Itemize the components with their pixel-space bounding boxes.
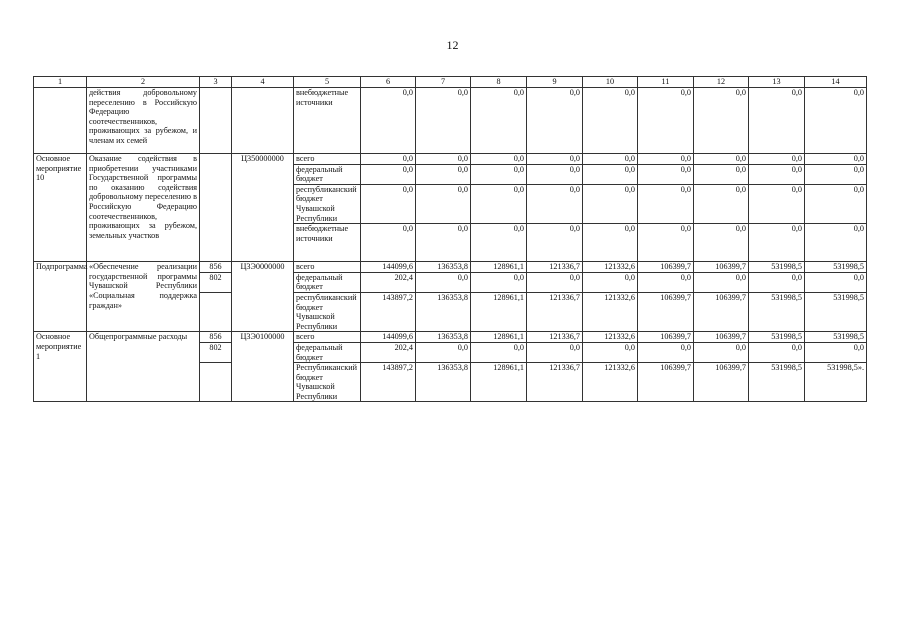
value-cell: 144099,6 bbox=[361, 262, 416, 273]
column-header: 12 bbox=[694, 77, 749, 88]
measure-name: действия добровольному переселению в Российскую Федерацию соотечественников, проживающих за рубежом, и членам их семей bbox=[87, 88, 200, 154]
funding-source: внебюджетные источники bbox=[294, 224, 361, 262]
value-cell: 128961,1 bbox=[471, 332, 527, 343]
value-cell: 121332,6 bbox=[583, 332, 638, 343]
value-cell: 143897,2 bbox=[361, 363, 416, 402]
value-cell: 121332,6 bbox=[583, 292, 638, 331]
grbs-code: 802 bbox=[200, 342, 232, 362]
column-header: 1 bbox=[34, 77, 87, 88]
value-cell: 0,0 bbox=[471, 272, 527, 292]
value-cell: 0,0 bbox=[749, 342, 805, 362]
value-cell: 0,0 bbox=[527, 154, 583, 165]
value-cell: 0,0 bbox=[527, 184, 583, 223]
value-cell: 0,0 bbox=[638, 272, 694, 292]
measure-name: Оказание содействия в приобретении участниками Государственной программы по оказанию содействия добровольному переселению в Российскую Федерацию соотечественников, проживающих за рубежом, земельных участков bbox=[87, 154, 200, 262]
value-cell: 121336,7 bbox=[527, 262, 583, 273]
value-cell: 0,0 bbox=[583, 88, 638, 154]
value-cell: 0,0 bbox=[805, 272, 867, 292]
target-code: Ц3Э0000000 bbox=[232, 262, 294, 332]
value-cell: 136353,8 bbox=[416, 363, 471, 402]
value-cell: 0,0 bbox=[749, 154, 805, 165]
value-cell: 106399,7 bbox=[694, 292, 749, 331]
status-cell: Основное мероприятие 10 bbox=[34, 154, 87, 262]
value-cell: 0,0 bbox=[694, 224, 749, 262]
value-cell: 0,0 bbox=[638, 164, 694, 184]
value-cell: 0,0 bbox=[416, 184, 471, 223]
funding-source: всего bbox=[294, 332, 361, 343]
value-cell: 106399,7 bbox=[694, 262, 749, 273]
value-cell: 0,0 bbox=[527, 88, 583, 154]
funding-source: внебюджетные источники bbox=[294, 88, 361, 154]
value-cell: 0,0 bbox=[361, 164, 416, 184]
value-cell: 202,4 bbox=[361, 272, 416, 292]
value-cell: 121336,7 bbox=[527, 332, 583, 343]
value-cell: 121336,7 bbox=[527, 292, 583, 331]
value-cell: 128961,1 bbox=[471, 292, 527, 331]
grbs-code bbox=[200, 88, 232, 154]
value-cell: 128961,1 bbox=[471, 363, 527, 402]
value-cell: 136353,8 bbox=[416, 262, 471, 273]
value-cell: 0,0 bbox=[638, 88, 694, 154]
header-row bbox=[34, 77, 867, 88]
value-cell: 0,0 bbox=[416, 88, 471, 154]
grbs-code bbox=[200, 292, 232, 331]
target-code: Ц3Э0100000 bbox=[232, 332, 294, 402]
column-header: 5 bbox=[294, 77, 361, 88]
funding-source: федеральный бюджет bbox=[294, 272, 361, 292]
column-header: 7 bbox=[416, 77, 471, 88]
status-cell bbox=[34, 88, 87, 154]
value-cell: 531998,5 bbox=[749, 262, 805, 273]
column-header: 10 bbox=[583, 77, 638, 88]
value-cell: 0,0 bbox=[361, 224, 416, 262]
funding-source: республиканский бюджет Чувашской Республики bbox=[294, 292, 361, 331]
value-cell: 0,0 bbox=[805, 154, 867, 165]
value-cell: 143897,2 bbox=[361, 292, 416, 331]
value-cell: 0,0 bbox=[638, 224, 694, 262]
funding-source: всего bbox=[294, 262, 361, 273]
value-cell: 106399,7 bbox=[638, 363, 694, 402]
column-header: 6 bbox=[361, 77, 416, 88]
value-cell: 106399,7 bbox=[694, 363, 749, 402]
funding-source: федеральный бюджет bbox=[294, 164, 361, 184]
value-cell: 0,0 bbox=[638, 154, 694, 165]
value-cell: 0,0 bbox=[583, 164, 638, 184]
value-cell: 0,0 bbox=[583, 154, 638, 165]
column-header: 11 bbox=[638, 77, 694, 88]
value-cell: 0,0 bbox=[583, 272, 638, 292]
table-row bbox=[34, 332, 867, 343]
value-cell: 0,0 bbox=[416, 164, 471, 184]
value-cell: 0,0 bbox=[583, 224, 638, 262]
value-cell: 0,0 bbox=[361, 154, 416, 165]
column-header: 2 bbox=[87, 77, 200, 88]
value-cell: 0,0 bbox=[638, 184, 694, 223]
table-row bbox=[34, 154, 867, 165]
value-cell: 0,0 bbox=[527, 272, 583, 292]
value-cell: 0,0 bbox=[471, 154, 527, 165]
column-header: 8 bbox=[471, 77, 527, 88]
funding-source: всего bbox=[294, 154, 361, 165]
value-cell: 121332,6 bbox=[583, 363, 638, 402]
status-cell: Основное мероприятие 1 bbox=[34, 332, 87, 402]
value-cell: 0,0 bbox=[527, 164, 583, 184]
value-cell: 0,0 bbox=[416, 154, 471, 165]
value-cell: 0,0 bbox=[583, 184, 638, 223]
value-cell: 0,0 bbox=[471, 164, 527, 184]
value-cell: 0,0 bbox=[749, 164, 805, 184]
funding-source: федеральный бюджет bbox=[294, 342, 361, 362]
value-cell: 531998,5 bbox=[749, 332, 805, 343]
value-cell: 0,0 bbox=[749, 88, 805, 154]
value-cell: 0,0 bbox=[361, 88, 416, 154]
value-cell: 0,0 bbox=[416, 224, 471, 262]
value-cell: 0,0 bbox=[749, 184, 805, 223]
value-cell: 0,0 bbox=[527, 224, 583, 262]
value-cell: 106399,7 bbox=[694, 332, 749, 343]
value-cell: 136353,8 bbox=[416, 292, 471, 331]
value-cell: 128961,1 bbox=[471, 262, 527, 273]
value-cell: 0,0 bbox=[527, 342, 583, 362]
value-cell: 121336,7 bbox=[527, 363, 583, 402]
column-header: 14 bbox=[805, 77, 867, 88]
value-cell: 0,0 bbox=[694, 184, 749, 223]
value-cell: 106399,7 bbox=[638, 332, 694, 343]
value-cell: 531998,5 bbox=[805, 332, 867, 343]
value-cell: 0,0 bbox=[638, 342, 694, 362]
value-cell: 531998,5 bbox=[805, 262, 867, 273]
target-code bbox=[232, 88, 294, 154]
value-cell: 0,0 bbox=[471, 342, 527, 362]
target-code: Ц350000000 bbox=[232, 154, 294, 262]
value-cell: 0,0 bbox=[583, 342, 638, 362]
value-cell: 0,0 bbox=[805, 342, 867, 362]
value-cell: 0,0 bbox=[361, 184, 416, 223]
grbs-code bbox=[200, 154, 232, 262]
grbs-code bbox=[200, 363, 232, 402]
value-cell: 202,4 bbox=[361, 342, 416, 362]
column-header: 3 bbox=[200, 77, 232, 88]
value-cell: 0,0 bbox=[805, 224, 867, 262]
value-cell: 0,0 bbox=[694, 88, 749, 154]
measure-name: Общепрограммные расходы bbox=[87, 332, 200, 402]
value-cell: 531998,5 bbox=[749, 292, 805, 331]
measure-name: «Обеспечение реализации государственной программы Чувашской Республики «Социальная поддержка граждан» bbox=[87, 262, 200, 332]
value-cell: 0,0 bbox=[471, 88, 527, 154]
funding-source: республиканский бюджет Чувашской Республики bbox=[294, 184, 361, 223]
value-cell: 531998,5». bbox=[805, 363, 867, 402]
value-cell: 0,0 bbox=[416, 272, 471, 292]
column-header: 13 bbox=[749, 77, 805, 88]
funding-source: Республиканский бюджет Чувашской Республики bbox=[294, 363, 361, 402]
value-cell: 0,0 bbox=[805, 184, 867, 223]
value-cell: 0,0 bbox=[471, 184, 527, 223]
column-header: 9 bbox=[527, 77, 583, 88]
grbs-code: 856 bbox=[200, 262, 232, 273]
value-cell: 0,0 bbox=[694, 342, 749, 362]
value-cell: 0,0 bbox=[805, 88, 867, 154]
value-cell: 531998,5 bbox=[805, 292, 867, 331]
value-cell: 0,0 bbox=[694, 272, 749, 292]
page-number: 12 bbox=[446, 38, 459, 52]
value-cell: 106399,7 bbox=[638, 262, 694, 273]
value-cell: 0,0 bbox=[694, 154, 749, 165]
budget-table bbox=[33, 76, 867, 402]
value-cell: 106399,7 bbox=[638, 292, 694, 331]
value-cell: 0,0 bbox=[694, 164, 749, 184]
value-cell: 136353,8 bbox=[416, 332, 471, 343]
value-cell: 144099,6 bbox=[361, 332, 416, 343]
value-cell: 531998,5 bbox=[749, 363, 805, 402]
value-cell: 0,0 bbox=[416, 342, 471, 362]
table-row bbox=[34, 262, 867, 273]
status-cell: Подпрограмма bbox=[34, 262, 87, 332]
value-cell: 0,0 bbox=[749, 272, 805, 292]
grbs-code: 856 bbox=[200, 332, 232, 343]
value-cell: 0,0 bbox=[471, 224, 527, 262]
value-cell: 121332,6 bbox=[583, 262, 638, 273]
value-cell: 0,0 bbox=[805, 164, 867, 184]
value-cell: 0,0 bbox=[749, 224, 805, 262]
grbs-code: 802 bbox=[200, 272, 232, 292]
table-row bbox=[34, 88, 867, 154]
column-header: 4 bbox=[232, 77, 294, 88]
